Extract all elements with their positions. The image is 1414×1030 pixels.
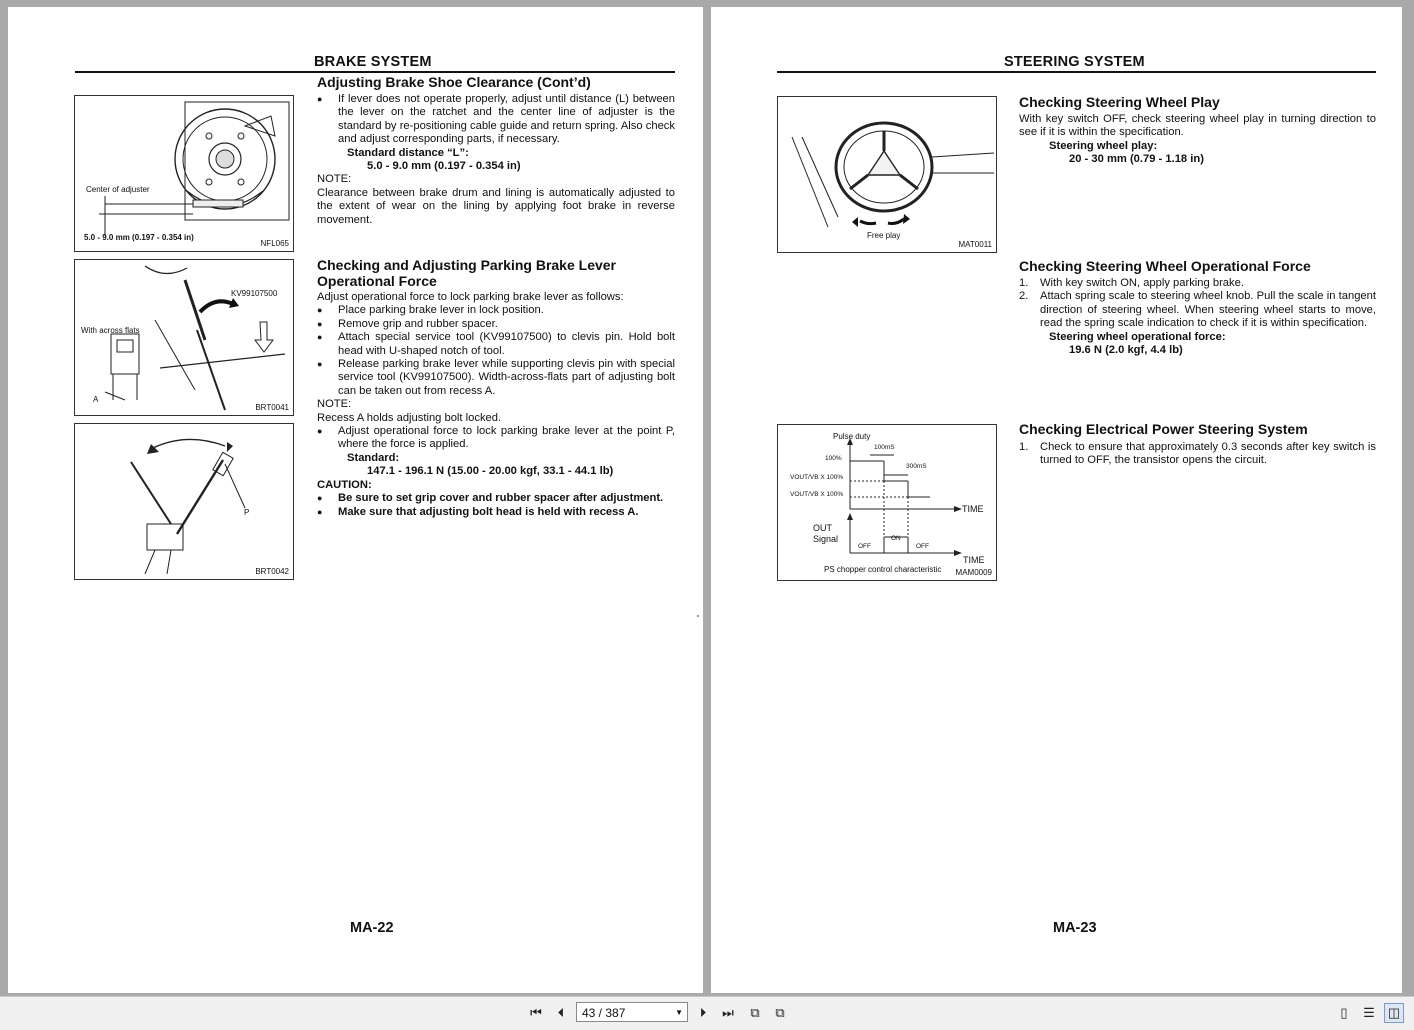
free-play-label: Free play — [867, 231, 901, 240]
center-of-adjuster-label: Center of adjuster — [86, 185, 150, 194]
parking-lever-drawing — [75, 424, 293, 579]
chart-caption: PS chopper control characteristic — [824, 565, 942, 574]
figure-code: BRT0042 — [255, 567, 289, 576]
section-title: Checking Electrical Power Steering System — [1019, 421, 1308, 437]
header-rule — [777, 71, 1376, 73]
continuous-page-icon[interactable]: ☰ — [1363, 1005, 1375, 1020]
facing-pages-icon[interactable]: ◫ — [1384, 1003, 1404, 1023]
p100-label: 100% — [825, 455, 842, 462]
section-title: Checking Steering Wheel Operational Force — [1019, 258, 1311, 274]
time-axis-label: TIME — [963, 555, 985, 565]
brake-drum-drawing — [75, 96, 293, 251]
instruction-text: With key switch OFF, check steering wheel play in turning direction to see if it is within the specification. — [1019, 113, 1376, 139]
section-title — [317, 257, 616, 289]
point-p-label: P — [244, 508, 250, 517]
note-label: NOTE: — [317, 398, 352, 411]
figure-code: NFL065 — [260, 239, 289, 248]
steering-wheel-figure — [777, 96, 997, 253]
std-label: Standard: — [347, 451, 400, 464]
brake-adjuster-figure — [74, 95, 294, 252]
step-item: 1. With key switch ON, apply parking brake. — [1019, 277, 1244, 289]
section-header: STEERING SYSTEM — [1004, 54, 1145, 70]
figure-code: MAM0009 — [955, 568, 992, 577]
pulse-duty-label: Pulse duty — [833, 432, 871, 441]
last-page-icon[interactable]: ⏭ — [722, 1005, 734, 1020]
left-page — [8, 7, 703, 993]
spec-value: 20 - 30 mm (0.79 - 1.18 in) — [1069, 153, 1204, 166]
viewer-toolbar — [0, 996, 1414, 1030]
history-forward-icon[interactable]: ⧉ — [775, 1005, 785, 1020]
right-page — [711, 7, 1402, 993]
page-mark — [697, 615, 699, 617]
bullet-item: ● Place parking brake lever in lock position. — [317, 304, 675, 317]
caution-item: ● Be sure to set grip cover and rubber spacer after adjustment. — [317, 492, 675, 505]
history-back-icon[interactable]: ⧉ — [750, 1005, 760, 1020]
page-selector[interactable] — [576, 1002, 688, 1022]
bullet-item: ● Release parking brake lever while supporting clevis pin with special service tool (KV99107500). Width-across-flats part of adjusting bolt can be taken out from recess A. — [317, 358, 675, 398]
page-number: MA-22 — [350, 920, 394, 936]
out-label: OUT — [813, 523, 832, 533]
std-label: Standard distance “L”: — [347, 146, 469, 159]
next-page-icon[interactable]: ⏵ — [699, 1005, 707, 1020]
vout-ratio-label: VOUT/VB X 100% — [790, 474, 844, 481]
bullet-item: ● Adjust operational force to lock parking brake lever at the point P, where the force is applied. — [317, 425, 675, 452]
signal-label: Signal — [813, 534, 839, 544]
header-rule — [75, 71, 675, 73]
ps-chopper-figure — [777, 424, 997, 581]
recess-a-label: A — [93, 395, 99, 404]
section2-body — [1019, 277, 1376, 357]
note-text: Clearance between brake drum and lining is automatically adjusted to the extent of wear on the lining by applying foot brake in reverse movement. — [317, 186, 675, 226]
steering-wheel-drawing — [778, 97, 996, 252]
section-title: Checking Steering Wheel Play — [1019, 94, 1220, 110]
bullet-item: ● Remove grip and rubber spacer. — [317, 318, 675, 331]
off-label: OFF — [858, 543, 871, 550]
std-value: 147.1 - 196.1 N (15.00 - 20.00 kgf, 33.1 - 44.1 lb) — [367, 465, 614, 478]
figure-code: MAT0011 — [958, 240, 992, 249]
t300-label: 300mS — [906, 463, 927, 470]
step-item: 2. Attach spring scale to steering wheel knob. Pull the scale in tangent direction of steering wheel. When steering wheel starts to move, read the spring scale indication to check if it is within specification. — [1019, 290, 1376, 330]
step-item: 1. Check to ensure that approximately 0.3 seconds after key switch is turned to OFF, the transistor opens the circuit. — [1019, 441, 1376, 467]
bullet-item: ● Attach special service tool (KV99107500) to clevis pin. Hold bolt head with U-shaped notch of tool. — [317, 331, 675, 358]
title-line: Checking and Adjusting Parking Brake Lever — [317, 257, 617, 273]
caution-item: ● Make sure that adjusting bolt head is held with recess A. — [317, 506, 675, 519]
dimension-label: 5.0 - 9.0 mm (0.197 - 0.354 in) — [84, 233, 194, 242]
t100-label: 100mS — [874, 444, 895, 451]
std-value: 5.0 - 9.0 mm (0.197 - 0.354 in) — [367, 160, 521, 173]
intro-text: Adjust operational force to lock parking brake lever as follows: — [317, 291, 624, 303]
parking-brake-tool-figure — [74, 259, 294, 416]
note-text: Recess A holds adjusting bolt locked. — [317, 411, 502, 424]
section2-body — [317, 291, 675, 519]
prev-page-icon[interactable]: ⏴ — [557, 1005, 565, 1020]
bullet-item: ● If lever does not operate properly, adjust until distance (L) between the lever on the ratchet and the center line of adjuster is the standard by re-positioning cable guide and return spring. Also check and adjust corresponding parts, if necessary. — [317, 93, 675, 147]
across-flats-label: With across flats — [81, 326, 140, 335]
vout-ratio-label: VOUT/VB X 100% — [790, 491, 844, 498]
on-label: ON — [891, 535, 901, 542]
note-label: NOTE: — [317, 173, 352, 186]
spec-label: Steering wheel operational force: — [1049, 330, 1226, 343]
caution-label: CAUTION: — [317, 478, 372, 491]
spec-label: Steering wheel play: — [1049, 139, 1158, 152]
section1-body — [317, 93, 675, 227]
section-title: Adjusting Brake Shoe Clearance (Cont’d) — [317, 74, 591, 90]
tool-number-label: KV99107500 — [231, 289, 278, 298]
section1-body — [1019, 113, 1376, 167]
first-page-icon[interactable]: ⏮ — [530, 1005, 542, 1020]
chevron-down-icon: ▼ — [675, 1008, 683, 1017]
off-label: OFF — [916, 543, 929, 550]
section3-body — [1019, 441, 1376, 468]
time-axis-label: TIME — [962, 504, 984, 514]
figure-code: BRT0041 — [255, 403, 289, 412]
section-header: BRAKE SYSTEM — [314, 54, 432, 70]
title-line: Operational Force — [317, 273, 437, 289]
page-number: MA-23 — [1053, 920, 1097, 936]
page-indicator: 43 / 387 — [582, 1006, 626, 1020]
spec-value: 19.6 N (2.0 kgf, 4.4 lb) — [1069, 344, 1183, 357]
parking-lever-force-figure — [74, 423, 294, 580]
single-page-icon[interactable]: ▯ — [1340, 1005, 1348, 1020]
parking-tool-drawing — [75, 260, 293, 415]
